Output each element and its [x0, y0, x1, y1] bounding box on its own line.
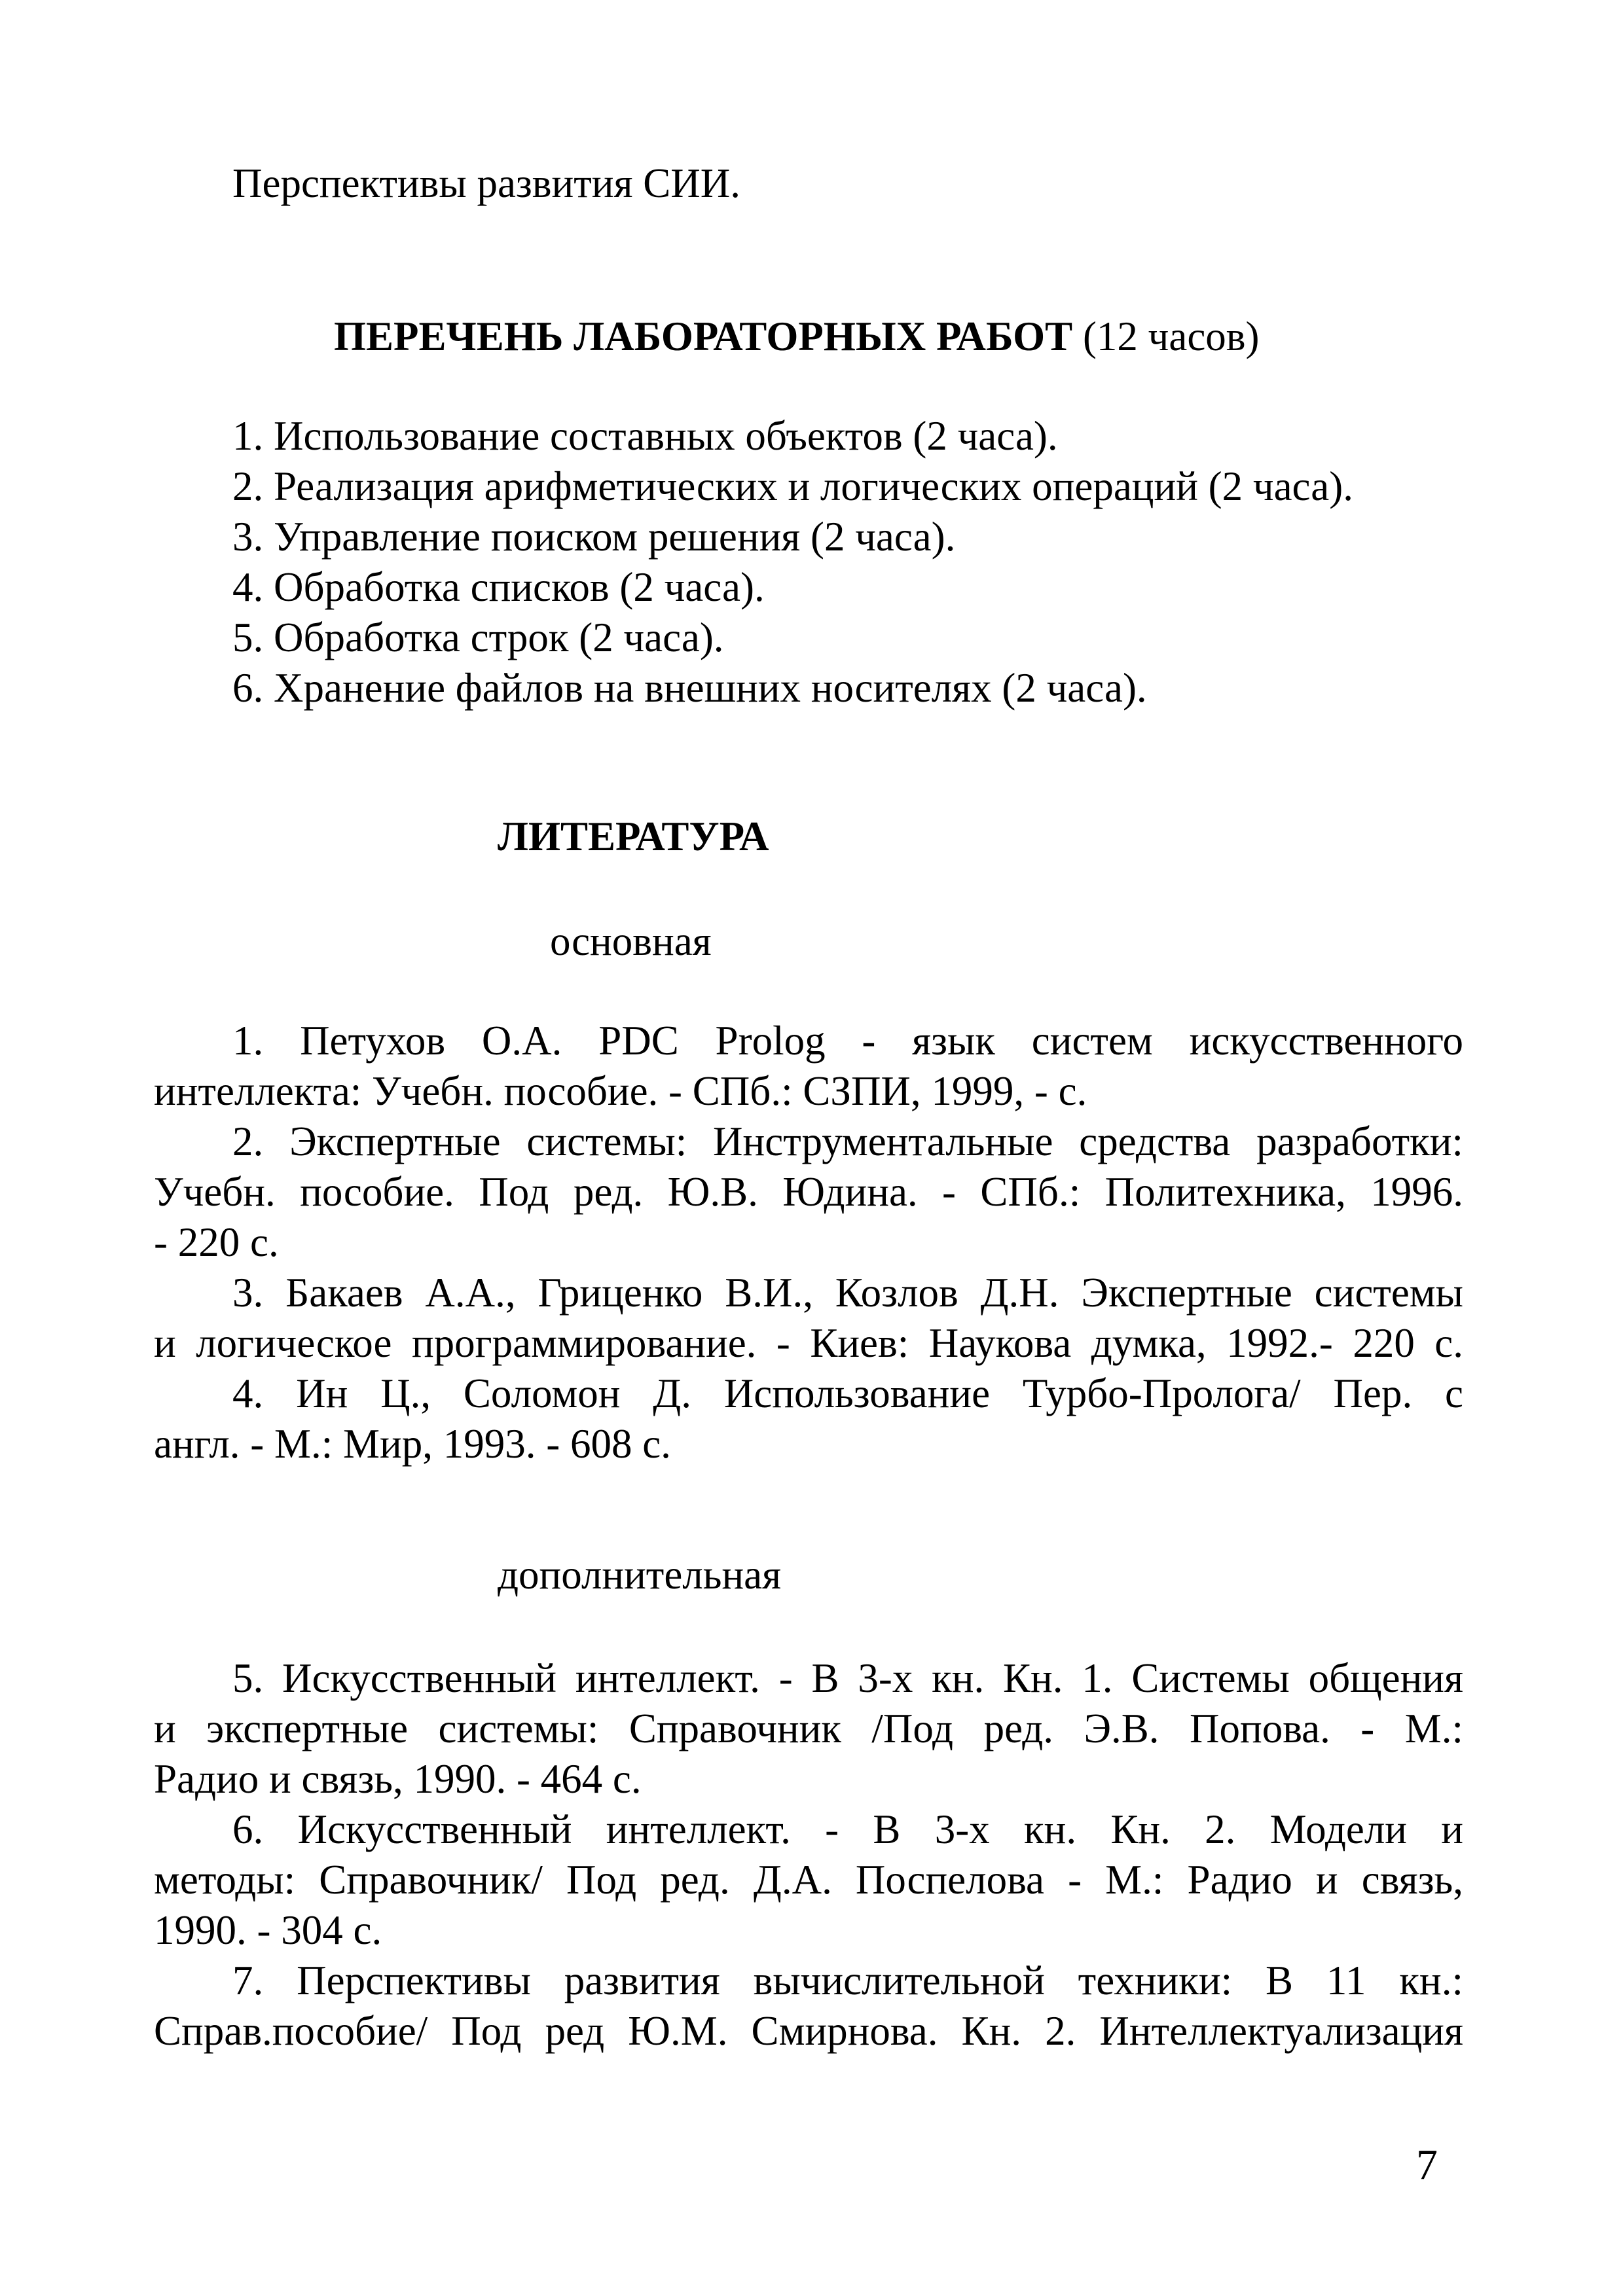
lab-item-text: Обработка строк (2 часа).	[274, 615, 724, 660]
lab-item-text: Реализация арифметических и логических операций (2 часа).	[274, 463, 1353, 509]
lab-item	[232, 561, 765, 613]
lab-item	[232, 460, 1353, 512]
page-number: 7	[1416, 2141, 1438, 2189]
labs-heading-title: ПЕРЕЧЕНЬ ЛАБОРАТОРНЫХ РАБОТ	[334, 314, 1073, 359]
literature-main-label: основная	[550, 918, 712, 964]
literature-heading: ЛИТЕРАТУРА	[498, 814, 769, 859]
lab-item	[232, 662, 1147, 714]
reference-line: Радио и связь, 1990. - 464 с.	[154, 1756, 642, 1802]
reference-line: 1. Петухов О.А. PDC Prolog - язык систем искусственного	[232, 1018, 1463, 1064]
reference-line: - 220 с.	[154, 1219, 279, 1265]
reference-line: интеллекта: Учебн. пособие. - СПб.: СЗПИ, 1999, - с.	[154, 1068, 1087, 1114]
reference-line: 5. Искусственный интеллект. - В 3-х кн. Кн. 1. Системы общения	[232, 1655, 1463, 1701]
labs-heading	[334, 310, 1260, 363]
literature-additional-label: дополнительная	[498, 1552, 782, 1598]
reference-line: 2. Экспертные системы: Инструментальные средства разработки:	[232, 1119, 1463, 1164]
reference-line: 4. Ин Ц., Соломон Д. Использование Турбо-Пролога/ Пер. с	[232, 1371, 1463, 1416]
lab-item-number: 4.	[232, 564, 264, 610]
reference-line: 7. Перспективы развития вычислительной техники: В 11 кн.:	[232, 1958, 1463, 2003]
lab-item	[232, 611, 724, 664]
reference-line: 3. Бакаев А.А., Гриценко В.И., Козлов Д.Н. Экспертные системы	[232, 1270, 1463, 1316]
reference-line: 6. Искусственный интеллект. - В 3-х кн. Кн. 2. Модели и	[232, 1806, 1463, 1852]
lab-item-number: 6.	[232, 665, 264, 711]
lab-item-number: 5.	[232, 615, 264, 660]
intro-line: Перспективы развития СИИ.	[232, 160, 740, 206]
reference-line: англ. - М.: Мир, 1993. - 608 с.	[154, 1421, 671, 1467]
reference-line: Учебн. пособие. Под ред. Ю.В. Юдина. - СПб.: Политехника, 1996.	[154, 1169, 1463, 1215]
lab-item-text: Обработка списков (2 часа).	[274, 564, 765, 610]
reference-line: Справ.пособие/ Под ред Ю.М. Смирнова. Кн. 2. Интеллектуализация	[154, 2008, 1463, 2054]
lab-item	[232, 410, 1058, 462]
labs-heading-hours: (12 часов)	[1072, 314, 1260, 359]
reference-line: методы: Справочник/ Под ред. Д.А. Поспелова - М.: Радио и связь,	[154, 1857, 1463, 1903]
reference-line: 1990. - 304 с.	[154, 1907, 382, 1953]
lab-item	[232, 511, 955, 563]
lab-item-number: 1.	[232, 413, 264, 459]
lab-item-text: Хранение файлов на внешних носителях (2 часа).	[274, 665, 1147, 711]
lab-item-text: Управление поиском решения (2 часа).	[274, 514, 956, 560]
lab-item-number: 3.	[232, 514, 264, 560]
lab-item-text: Использование составных объектов (2 часа).	[274, 413, 1058, 459]
reference-line: и логическое программирование. - Киев: Наукова думка, 1992.- 220 с.	[154, 1320, 1463, 1366]
reference-line: и экспертные системы: Справочник /Под ред. Э.В. Попова. - М.:	[154, 1706, 1463, 1751]
lab-item-number: 2.	[232, 463, 264, 509]
